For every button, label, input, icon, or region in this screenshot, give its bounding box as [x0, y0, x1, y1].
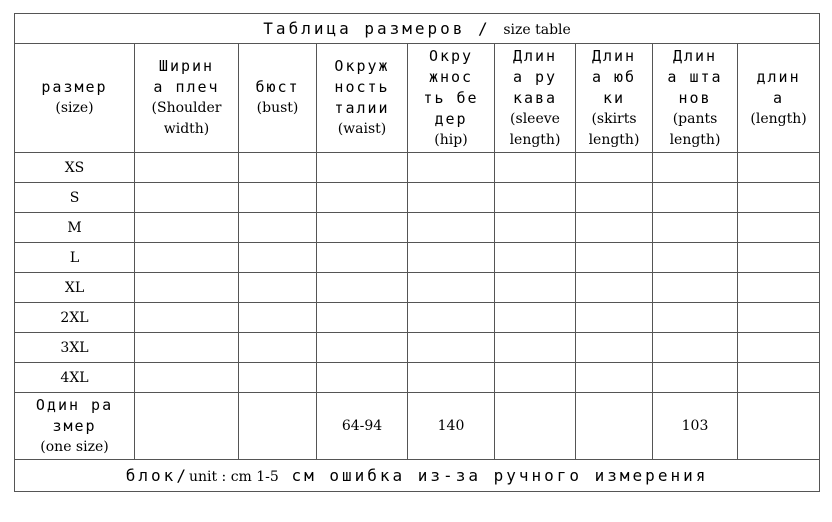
table-cell — [239, 333, 317, 363]
table-cell — [239, 273, 317, 303]
table-cell — [317, 183, 408, 213]
table-cell — [317, 243, 408, 273]
table-cell — [495, 213, 576, 243]
one-size-value: 64-94 — [317, 393, 408, 460]
header-ru: Окру жнос ть бе дер — [423, 46, 479, 128]
header-cell — [495, 44, 576, 153]
table-cell — [239, 363, 317, 393]
table-cell — [576, 183, 653, 213]
table-cell — [317, 273, 408, 303]
header-ru: Длин а ру кава — [512, 46, 558, 107]
size-label: 4XL — [15, 363, 135, 393]
table-cell — [653, 363, 738, 393]
table-cell — [653, 213, 738, 243]
table-cell — [576, 153, 653, 183]
table-cell — [317, 363, 408, 393]
table-cell — [495, 153, 576, 183]
table-cell — [495, 363, 576, 393]
table-cell — [135, 153, 239, 183]
size-table — [14, 13, 820, 492]
one-size-label-en: (one size) — [40, 438, 109, 455]
footer-ru-note: см ошибка из-за ручного измерения — [278, 466, 709, 485]
size-label: S — [15, 183, 135, 213]
size-rows — [15, 153, 820, 393]
table-cell — [135, 183, 239, 213]
header-cell — [317, 44, 408, 153]
table-cell — [408, 153, 495, 183]
table-row — [15, 333, 820, 363]
table-cell — [495, 303, 576, 333]
size-label: 3XL — [15, 333, 135, 363]
table-cell — [576, 213, 653, 243]
one-size-value — [576, 393, 653, 460]
table-footer — [15, 460, 820, 492]
header-en: (sleeve length) — [509, 110, 561, 148]
table-cell — [738, 303, 820, 333]
table-cell — [408, 333, 495, 363]
table-cell — [576, 363, 653, 393]
table-row — [15, 363, 820, 393]
table-cell — [239, 153, 317, 183]
table-cell — [135, 243, 239, 273]
table-cell — [408, 363, 495, 393]
header-cell — [576, 44, 653, 153]
table-title-en: size table — [503, 22, 571, 38]
table-cell — [653, 303, 738, 333]
table-cell — [408, 303, 495, 333]
table-cell — [738, 363, 820, 393]
table-cell — [653, 183, 738, 213]
table-cell — [239, 243, 317, 273]
header-cell — [15, 44, 135, 153]
table-cell — [408, 183, 495, 213]
header-ru: бюст — [255, 78, 300, 96]
table-cell — [738, 243, 820, 273]
table-cell — [135, 273, 239, 303]
header-en: (waist) — [337, 121, 387, 137]
table-cell — [408, 273, 495, 303]
header-cell — [653, 44, 738, 153]
table-cell — [576, 303, 653, 333]
size-label: M — [15, 213, 135, 243]
table-cell — [408, 213, 495, 243]
header-ru: Окруж ность талии — [334, 57, 390, 117]
table-cell — [495, 273, 576, 303]
table-cell — [317, 213, 408, 243]
table-cell — [576, 273, 653, 303]
table-cell — [576, 333, 653, 363]
one-size-value — [135, 393, 239, 460]
header-ru: длин а — [756, 67, 801, 107]
table-cell — [239, 213, 317, 243]
header-ru: Длин а шта нов — [667, 46, 723, 107]
header-ru: Ширин а плеч — [153, 57, 220, 96]
header-cell — [135, 44, 239, 153]
table-cell — [738, 333, 820, 363]
header-en: (hip) — [434, 131, 468, 148]
one-size-label — [15, 393, 135, 460]
table-cell — [738, 213, 820, 243]
table-title-ru: Таблица размеров / — [263, 19, 491, 38]
table-cell — [738, 153, 820, 183]
table-row — [15, 273, 820, 303]
table-row — [15, 153, 820, 183]
header-en: (skirts length) — [588, 110, 640, 148]
table-cell — [576, 243, 653, 273]
header-en: (length) — [750, 110, 807, 127]
one-size-row — [15, 393, 820, 460]
table-cell — [135, 213, 239, 243]
header-ru: Длин а юб ки — [591, 46, 637, 107]
one-size-label-ru: Один ра змер — [35, 395, 114, 435]
table-cell — [135, 333, 239, 363]
table-cell — [239, 183, 317, 213]
one-size-value: 103 — [653, 393, 738, 460]
table-cell — [653, 273, 738, 303]
size-label: 2XL — [15, 303, 135, 333]
header-en: (bust) — [256, 100, 299, 116]
table-cell — [738, 273, 820, 303]
table-cell — [495, 183, 576, 213]
header-en: (pants length) — [669, 110, 721, 148]
one-size-value — [239, 393, 317, 460]
table-cell — [653, 153, 738, 183]
table-cell — [738, 183, 820, 213]
size-table-sheet — [14, 13, 819, 505]
table-row — [15, 303, 820, 333]
table-row — [15, 213, 820, 243]
header-cell — [239, 44, 317, 153]
table-cell — [408, 243, 495, 273]
table-title — [15, 14, 820, 44]
table-cell — [653, 243, 738, 273]
size-label: XL — [15, 273, 135, 303]
size-label: XS — [15, 153, 135, 183]
size-label: L — [15, 243, 135, 273]
table-row — [15, 183, 820, 213]
header-ru: размер — [41, 78, 108, 96]
header-en: (size) — [55, 100, 94, 116]
footer-ru-prefix: блок/ — [125, 466, 189, 485]
table-cell — [135, 363, 239, 393]
table-cell — [317, 333, 408, 363]
table-row — [15, 243, 820, 273]
table-cell — [495, 333, 576, 363]
header-cell — [738, 44, 820, 153]
table-cell — [317, 153, 408, 183]
table-cell — [135, 303, 239, 333]
table-cell — [317, 303, 408, 333]
table-cell — [495, 243, 576, 273]
header-cell — [408, 44, 495, 153]
table-cell — [239, 303, 317, 333]
header-en: (Shoulder width) — [151, 100, 222, 137]
one-size-value: 140 — [408, 393, 495, 460]
one-size-value — [495, 393, 576, 460]
header-row — [15, 44, 820, 153]
footer-unit: unit : cm 1-5 — [188, 469, 279, 485]
table-cell — [653, 333, 738, 363]
one-size-value — [738, 393, 820, 460]
